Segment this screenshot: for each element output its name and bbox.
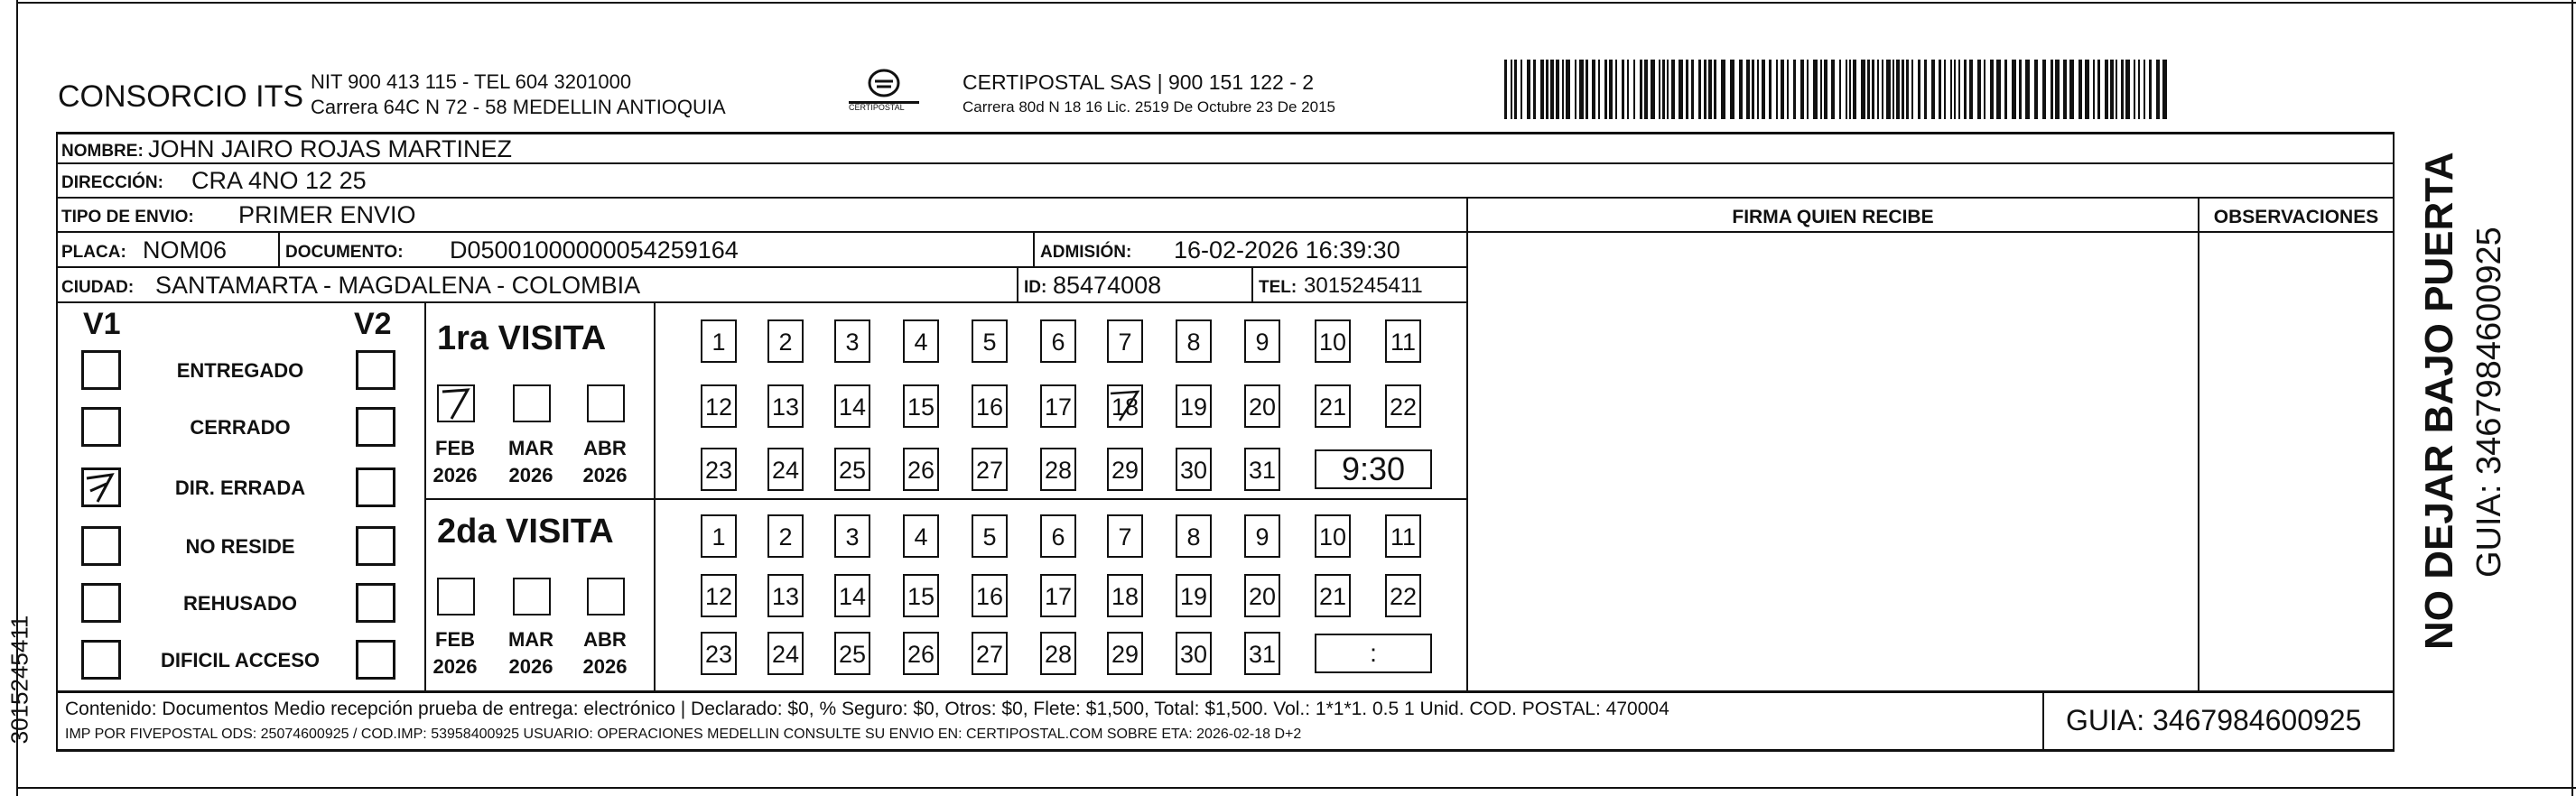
first-visit-month-box-feb[interactable] <box>437 384 475 422</box>
status-label: CERRADO <box>190 416 291 439</box>
first-visit-day-19[interactable]: 19 <box>1176 384 1212 428</box>
v2-checkbox-1[interactable] <box>356 350 395 390</box>
address-line: Carrera 64C N 72 - 58 MEDELLIN ANTIOQUIA <box>311 96 726 118</box>
v1-label: V1 <box>83 307 121 341</box>
first-visit-day-9[interactable]: 9 <box>1244 319 1280 363</box>
side-guia: GUIA: 3467984600925 <box>2470 227 2508 578</box>
top-edge <box>16 2 2576 4</box>
second-visit-day-3[interactable]: 3 <box>834 514 870 558</box>
v1-checkbox-2[interactable] <box>81 407 121 447</box>
first-visit-day-17[interactable]: 17 <box>1040 384 1076 428</box>
observaciones-header: OBSERVACIONES <box>2213 207 2379 227</box>
id-value: 85474008 <box>1053 272 1162 299</box>
second-visit-day-12[interactable]: 12 <box>701 574 737 617</box>
second-visit-month-box-abr[interactable] <box>587 578 625 616</box>
tipo-envio-label: TIPO DE ENVIO: <box>61 208 194 227</box>
certipostal-address: Carrera 80d N 18 16 Lic. 2519 De Octubre 23 De 2015 <box>963 98 1335 116</box>
second-visit-day-14[interactable]: 14 <box>834 574 870 617</box>
v2-checkbox-2[interactable] <box>356 407 395 447</box>
v2-checkbox-4[interactable] <box>356 526 395 566</box>
status-label: NO RESIDE <box>185 535 295 558</box>
first-visit-day-12[interactable]: 12 <box>701 384 737 428</box>
first-visit-day-18[interactable]: 18 <box>1107 384 1143 428</box>
year-label: 2026 <box>508 464 553 486</box>
first-visit-day-7[interactable]: 7 <box>1107 319 1143 363</box>
second-visit-month-box-mar[interactable] <box>513 578 551 616</box>
first-visit-day-26[interactable]: 26 <box>903 448 939 491</box>
second-visit-day-17[interactable]: 17 <box>1040 574 1076 617</box>
second-visit-day-28[interactable]: 28 <box>1040 632 1076 675</box>
v2-label: V2 <box>354 307 392 341</box>
footer-guia: GUIA: 3467984600925 <box>2066 704 2362 736</box>
v2-checkbox-3[interactable] <box>356 467 395 507</box>
second-visit-day-24[interactable]: 24 <box>767 632 804 675</box>
certipostal-line: CERTIPOSTAL SAS | 900 151 122 - 2 <box>963 70 1315 94</box>
month-label: FEB <box>435 437 475 459</box>
first-visit-day-24[interactable]: 24 <box>767 448 804 491</box>
v2-checkbox-5[interactable] <box>356 583 395 623</box>
status-label: REHUSADO <box>183 592 297 615</box>
direccion-value: CRA 4NO 12 25 <box>191 167 367 194</box>
second-visit-day-16[interactable]: 16 <box>972 574 1008 617</box>
left-edge-number: 3015245411 <box>5 615 33 745</box>
second-visit-month-box-feb[interactable] <box>437 578 475 616</box>
first-visit-day-8[interactable]: 8 <box>1176 319 1212 363</box>
firma-header: FIRMA QUIEN RECIBE <box>1732 207 1934 227</box>
tipo-envio-value: PRIMER ENVIO <box>238 201 416 228</box>
second-visit-day-25[interactable]: 25 <box>834 632 870 675</box>
second-visit-day-2[interactable]: 2 <box>767 514 804 558</box>
second-visit-day-21[interactable]: 21 <box>1315 574 1351 617</box>
ciudad-value: SANTAMARTA - MAGDALENA - COLOMBIA <box>155 272 641 299</box>
id-label: ID: <box>1024 278 1047 297</box>
status-label: DIR. ERRADA <box>174 477 306 499</box>
second-visit-day-22[interactable]: 22 <box>1385 574 1421 617</box>
year-label: 2026 <box>582 464 628 486</box>
first-visit-day-16[interactable]: 16 <box>972 384 1008 428</box>
first-visit-day-28[interactable]: 28 <box>1040 448 1076 491</box>
second-visit-title: 2da VISITA <box>437 513 614 551</box>
first-visit-day-11[interactable]: 11 <box>1385 319 1421 363</box>
right-edge <box>2571 0 2573 796</box>
tel-label: TEL: <box>1259 278 1297 297</box>
first-visit-day-25[interactable]: 25 <box>834 448 870 491</box>
second-visit-day-11[interactable]: 11 <box>1385 514 1421 558</box>
first-visit-day-1[interactable]: 1 <box>701 319 737 363</box>
company-name: CONSORCIO ITS <box>58 79 304 114</box>
v1-checkbox-4[interactable] <box>81 526 121 566</box>
v2-checkbox-6[interactable] <box>356 640 395 680</box>
second-visit-day-27[interactable]: 27 <box>972 632 1008 675</box>
first-visit-day-2[interactable]: 2 <box>767 319 804 363</box>
first-visit-day-15[interactable]: 15 <box>903 384 939 428</box>
first-visit-day-20[interactable]: 20 <box>1244 384 1280 428</box>
month-label: MAR <box>507 628 554 651</box>
placa-value: NOM06 <box>143 236 228 264</box>
first-visit-day-30[interactable]: 30 <box>1176 448 1212 491</box>
v1-checkbox-1[interactable] <box>81 350 121 390</box>
nombre-value: JOHN JAIRO ROJAS MARTINEZ <box>148 135 513 162</box>
second-visit-day-30[interactable]: 30 <box>1176 632 1212 675</box>
second-visit-day-4[interactable]: 4 <box>903 514 939 558</box>
first-visit-day-5[interactable]: 5 <box>972 319 1008 363</box>
first-visit-title: 1ra VISITA <box>437 319 607 357</box>
first-visit-day-4[interactable]: 4 <box>903 319 939 363</box>
first-visit-day-14[interactable]: 14 <box>834 384 870 428</box>
second-visit-day-18[interactable]: 18 <box>1107 574 1143 617</box>
second-visit-day-13[interactable]: 13 <box>767 574 804 617</box>
second-visit-day-8[interactable]: 8 <box>1176 514 1212 558</box>
bottom-edge <box>16 787 2576 789</box>
first-visit-day-22[interactable]: 22 <box>1385 384 1421 428</box>
documento-label: DOCUMENTO: <box>285 243 404 262</box>
second-visit-day-23[interactable]: 23 <box>701 632 737 675</box>
status-label: ENTREGADO <box>176 359 304 382</box>
second-visit-day-26[interactable]: 26 <box>903 632 939 675</box>
first-visit-day-6[interactable]: 6 <box>1040 319 1076 363</box>
second-visit-day-9[interactable]: 9 <box>1244 514 1280 558</box>
first-visit-month-box-mar[interactable] <box>513 384 551 422</box>
placa-label: PLACA: <box>61 243 126 262</box>
ciudad-label: CIUDAD: <box>61 278 135 297</box>
first-visit-day-31[interactable]: 31 <box>1244 448 1280 491</box>
second-visit-time-box[interactable]: : <box>1315 634 1432 673</box>
first-visit-day-21[interactable]: 21 <box>1315 384 1351 428</box>
year-label: 2026 <box>432 464 478 486</box>
admision-value: 16-02-2026 16:39:30 <box>1174 236 1400 264</box>
status-label: DIFICIL ACCESO <box>160 649 320 671</box>
second-visit-day-19[interactable]: 19 <box>1176 574 1212 617</box>
no-dejar-bajo-puerta: NO DEJAR BAJO PUERTA <box>2417 152 2461 650</box>
first-visit-day-27[interactable]: 27 <box>972 448 1008 491</box>
second-visit-day-6[interactable]: 6 <box>1040 514 1076 558</box>
month-label: FEB <box>435 628 475 651</box>
barcode <box>1504 60 2176 119</box>
month-label: MAR <box>507 437 554 459</box>
second-visit-day-29[interactable]: 29 <box>1107 632 1143 675</box>
second-visit-day-15[interactable]: 15 <box>903 574 939 617</box>
first-visit-day-13[interactable]: 13 <box>767 384 804 428</box>
v1-checkbox-3[interactable] <box>81 467 121 507</box>
v1-checkbox-6[interactable] <box>81 640 121 680</box>
tel-value: 3015245411 <box>1304 273 1423 298</box>
nit-line: NIT 900 413 115 - TEL 604 3201000 <box>311 70 632 93</box>
v1-checkbox-5[interactable] <box>81 583 121 623</box>
footer-content-line: Contenido: Documentos Medio recepción prueba de entrega: electrónico | Declarado: $0, % Seguro: $0, Otros: $0, Flete: $1,500, Total: $1,500. Vol.: 1*1*1. 0.5 1 Unid. COD. POSTAL: 470004 <box>65 699 1669 719</box>
direccion-label: DIRECCIÓN: <box>61 173 163 192</box>
second-visit-day-1[interactable]: 1 <box>701 514 737 558</box>
first-visit-day-29[interactable]: 29 <box>1107 448 1143 491</box>
second-visit-day-7[interactable]: 7 <box>1107 514 1143 558</box>
first-visit-day-10[interactable]: 10 <box>1315 319 1351 363</box>
nombre-label: NOMBRE: <box>61 142 144 161</box>
documento-value: D05001000000054259164 <box>450 236 739 264</box>
year-label: 2026 <box>432 655 478 678</box>
second-visit-day-20[interactable]: 20 <box>1244 574 1280 617</box>
month-label: ABR <box>583 628 627 651</box>
year-label: 2026 <box>508 655 553 678</box>
first-visit-time-box[interactable]: 9:30 <box>1315 449 1432 489</box>
year-label: 2026 <box>582 655 628 678</box>
second-visit-day-5[interactable]: 5 <box>972 514 1008 558</box>
footer-imp-line: IMP POR FIVEPOSTAL ODS: 25074600925 / COD.IMP: 53958400925 USUARIO: OPERACIONES MEDELLIN CONSULTE SU ENVIO EN: CERTIPOSTAL.COM SOBRE ETA: 2026-02-18 D+2 <box>65 727 1302 742</box>
second-visit-day-10[interactable]: 10 <box>1315 514 1351 558</box>
first-visit-day-3[interactable]: 3 <box>834 319 870 363</box>
certipostal-logo: CERTIPOSTAL <box>845 65 923 117</box>
first-visit-month-box-abr[interactable] <box>587 384 625 422</box>
month-label: ABR <box>583 437 627 459</box>
admision-label: ADMISIÓN: <box>1040 243 1132 262</box>
first-visit-day-23[interactable]: 23 <box>701 448 737 491</box>
second-visit-day-31[interactable]: 31 <box>1244 632 1280 675</box>
